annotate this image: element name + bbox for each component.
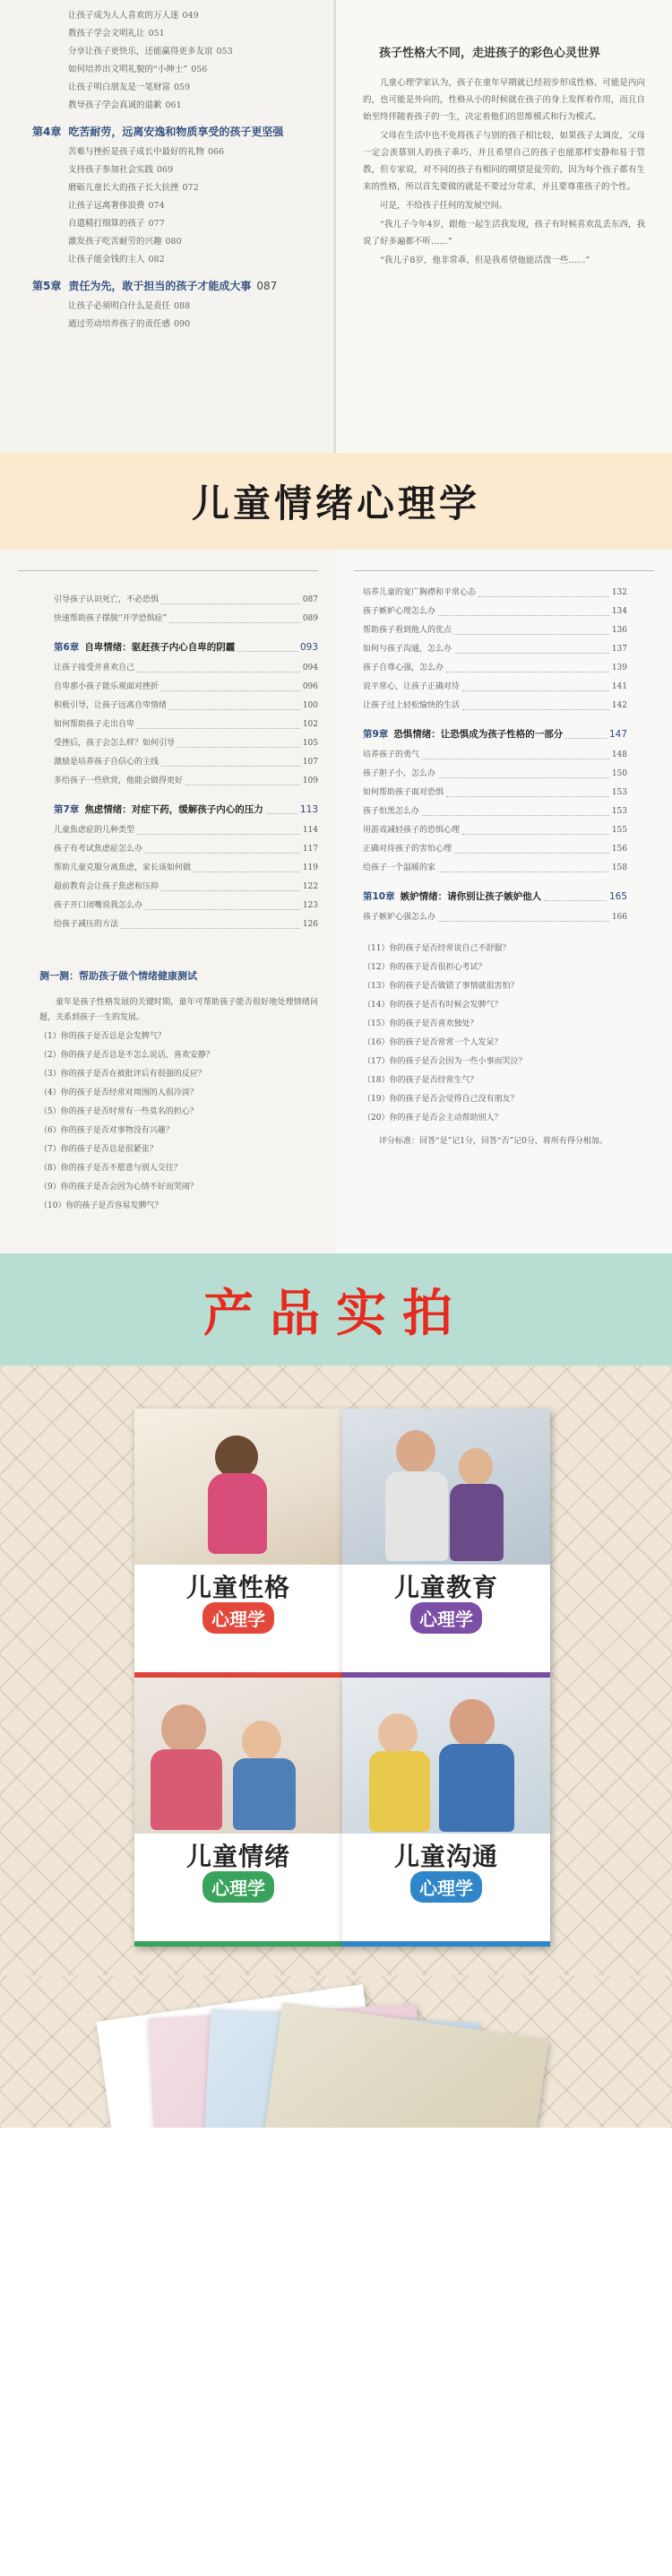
intro-paragraph: “我儿子今年4岁，跟他一起生活我发现，孩子有时候喜欢乱丢东西，我说了好多遍都不听……” xyxy=(363,220,645,247)
toc-item xyxy=(32,143,323,161)
question-item: （10）你的孩子是否容易发脾气？ xyxy=(39,1201,163,1210)
toc-item-page: 077 xyxy=(148,219,165,229)
chapter-page: 093 xyxy=(299,642,318,653)
toc-item-label: 如何培养出文明礼貌的“小绅士” xyxy=(68,65,188,74)
toc-item xyxy=(363,697,627,716)
dot-leader xyxy=(544,885,607,901)
toc-item xyxy=(32,215,323,233)
dot-leader xyxy=(454,640,609,654)
toc-item xyxy=(363,802,627,821)
toc-item xyxy=(54,697,318,716)
toc-item-page: 117 xyxy=(302,845,318,854)
toc-item-page: 056 xyxy=(191,65,208,74)
toc-list-top xyxy=(32,7,323,115)
book-cover-communication xyxy=(342,1678,550,1947)
toc-item xyxy=(363,908,627,927)
toc-item-page: 069 xyxy=(157,165,174,175)
toc2-chapter-10 xyxy=(363,885,627,908)
toc-item-page: 122 xyxy=(302,882,318,891)
toc-item-page: 134 xyxy=(611,607,627,616)
dot-leader xyxy=(137,659,300,672)
cover-strip xyxy=(134,1941,342,1947)
test-spread xyxy=(0,931,672,1253)
dot-leader xyxy=(145,840,300,854)
toc-item-label: 超前教育会让孩子焦虑和压抑 xyxy=(54,882,159,891)
dot-leader xyxy=(137,821,300,835)
toc-item xyxy=(32,25,323,43)
toc2-list-ch10 xyxy=(363,908,627,931)
toc-item xyxy=(363,621,627,640)
dot-leader xyxy=(177,734,300,748)
product-photos-banner xyxy=(0,1253,672,1366)
toc2-list-ch6 xyxy=(54,659,318,791)
toc-item-label: 孩子自尊心强，怎么办 xyxy=(363,664,444,672)
toc-item-label: 教孩子学会文明礼让 xyxy=(68,29,145,39)
toc-item-label: 儿童焦虑症的几种类型 xyxy=(54,826,135,835)
chapter-page: 113 xyxy=(299,804,318,815)
question-item: （19）你的孩子是否会觉得自己没有朋友？ xyxy=(363,1095,519,1104)
product-photo-2 xyxy=(0,1975,672,2128)
toc-item xyxy=(363,821,627,840)
toc-item-page: 136 xyxy=(611,626,627,635)
toc-item-page: 123 xyxy=(302,901,318,910)
question-list-left xyxy=(39,1028,318,1216)
dot-leader xyxy=(169,697,300,710)
question-list-right xyxy=(363,940,645,1128)
chapter-title: 责任为先，敢于担当的孩子才能成大事 xyxy=(68,280,252,292)
question-item: （9）你的孩子是否会因为心情不好而哭闹？ xyxy=(39,1183,198,1192)
question-item: （15）你的孩子是否喜欢独处？ xyxy=(363,1019,478,1028)
toc-item xyxy=(363,584,627,603)
toc-item-label: 给孩子一个温暖的家 xyxy=(363,863,436,872)
toc2-list-ch9 xyxy=(363,746,627,878)
toc-item-page: 166 xyxy=(611,913,627,922)
toc-item-page: 094 xyxy=(302,664,318,672)
book-subtitle: 心理学 xyxy=(410,1602,482,1634)
dot-leader xyxy=(462,821,609,835)
chapter-title: 焦虑情绪：对症下药，缓解孩子内心的压力 xyxy=(84,804,263,815)
toc-item xyxy=(32,161,323,179)
toc-item-page: 100 xyxy=(302,701,318,710)
toc-item-page: 155 xyxy=(611,826,627,835)
chapter-number: 第9章 xyxy=(363,729,389,740)
toc-chapter-5 xyxy=(32,274,323,298)
toc-item xyxy=(32,61,323,79)
question-item: （16）你的孩子是否常常一个人发呆？ xyxy=(363,1038,503,1047)
toc-item-label: 激励是培养孩子自信心的主线 xyxy=(54,758,159,767)
toc-item xyxy=(54,610,318,629)
dot-leader xyxy=(194,859,300,872)
toc-item-page: 148 xyxy=(611,750,627,759)
toc-item xyxy=(363,784,627,802)
banner-title: 产品实拍 xyxy=(203,1283,469,1343)
toc-item-label: 让孩子远离奢侈浪费 xyxy=(68,201,145,211)
cover-photo xyxy=(342,1409,550,1565)
toc-item-label: 教导孩子学会真诚的道歉 xyxy=(68,100,162,110)
book-subtitle: 心理学 xyxy=(202,1602,274,1634)
question-item: （6）你的孩子是否对事物没有兴趣？ xyxy=(39,1126,174,1135)
toc-item-page: 080 xyxy=(165,237,182,247)
dot-leader xyxy=(237,636,297,652)
dot-leader xyxy=(454,621,609,635)
product-photo-1 xyxy=(0,1366,672,1975)
toc-item-label: 激发孩子吃苦耐劳的兴趣 xyxy=(68,237,162,247)
toc-spread-1 xyxy=(0,0,672,453)
toc-item-page: 051 xyxy=(148,29,165,39)
toc-item-label: 如何帮助孩子走出自卑 xyxy=(54,720,135,729)
toc-item xyxy=(54,772,318,791)
toc-item-page: 089 xyxy=(302,614,318,623)
dot-leader xyxy=(161,878,300,891)
question-item: （17）你的孩子是否会因为一些小事而哭泣？ xyxy=(363,1057,527,1066)
fanned-book-4 xyxy=(258,2002,549,2128)
question-item: （7）你的孩子是否总是很紧张？ xyxy=(39,1145,158,1154)
dot-leader xyxy=(169,610,300,623)
toc-item xyxy=(363,678,627,697)
toc-item-label: 帮助孩子看到他人的优点 xyxy=(363,626,452,635)
toc-item-label: 孩子怕黑怎么办 xyxy=(363,807,420,816)
dot-leader xyxy=(438,765,609,778)
cover-photo xyxy=(342,1678,550,1834)
toc-item-label: 如何与孩子沟通，怎么办 xyxy=(363,645,452,654)
chapter-title: 吃苦耐劳，远离安逸和物质享受的孩子更坚强 xyxy=(68,126,284,138)
toc-item xyxy=(54,678,318,697)
toc-item xyxy=(54,716,318,734)
intro-paragraph: 儿童心理学家认为，孩子在童年早期就已经初步形成性格。可能是内向的，也可能是外向的，性格从小的时候就在孩子的身上发挥着作用，而且自始至终伴随着孩子的一生，决定着他们的思维模式和行为模式。 xyxy=(363,78,645,122)
test-intro: 童年是孩子性格发展的关键时期，童年可帮助孩子能否很好地处理情绪问题，关系到孩子一生的发展。 xyxy=(39,998,318,1022)
intro-paragraph: 父母在生活中也不免将孩子与别的孩子相比较，如果孩子太调皮，父母一定会羡慕别人的孩子乖巧，并且希望自己的孩子也能那样安静和易于管教，但专家说，对不同的孩子有相同的期望是徒劳的，因为每个孩子都有生来的性格，所以首先要做的就是不要过分苛求，并且要尊重孩子的个性。 xyxy=(363,131,645,192)
toc-item-page: 153 xyxy=(611,807,627,816)
toc-item-label: 孩子有考试焦虑症怎么办 xyxy=(54,845,143,854)
book-cover-education xyxy=(342,1409,550,1678)
banner-title: 儿童情绪心理学 xyxy=(191,481,480,525)
book-subtitle: 心理学 xyxy=(202,1871,274,1903)
toc-item-page: 082 xyxy=(148,255,165,265)
chapter-number: 第4章 xyxy=(32,126,62,138)
chapter-title: 自卑情绪：驱赶孩子内心自卑的阴霾 xyxy=(84,642,236,653)
toc-item-page: 119 xyxy=(302,863,318,872)
book-title: 儿童情绪 xyxy=(185,1842,290,1871)
toc2-list-top xyxy=(54,591,318,629)
toc-item-label: 支持孩子参加社会实践 xyxy=(68,165,154,175)
toc-item-page: 053 xyxy=(216,47,233,56)
toc-item-label: 让孩子能金钱的主人 xyxy=(68,255,145,265)
question-item: （14）你的孩子是否有时候会发脾气？ xyxy=(363,1001,503,1010)
toc-item-label: 受挫后，孩子会怎么样？如何引导 xyxy=(54,739,176,748)
section-title: 孩子性格大不同，走进孩子的彩色心灵世界 xyxy=(379,47,601,60)
book-subtitle: 心理学 xyxy=(410,1871,482,1903)
question-item: （1）你的孩子是否总是会发脾气？ xyxy=(39,1032,166,1041)
toc-item-label: 给孩子减压的方法 xyxy=(54,920,119,929)
toc-item-page: 096 xyxy=(302,682,318,691)
toc-item-page: 141 xyxy=(611,682,627,691)
dot-leader xyxy=(185,772,300,785)
dot-leader xyxy=(422,746,609,759)
intro-right-page xyxy=(336,0,672,453)
toc-item-page: 061 xyxy=(165,100,182,110)
dot-leader xyxy=(161,591,300,604)
test-left-page xyxy=(0,931,336,1253)
dot-leader xyxy=(438,908,609,922)
intro-paragraph: 可是，不给孩子任何的发展空间。 xyxy=(380,201,508,211)
toc-item xyxy=(54,734,318,753)
dot-leader xyxy=(446,659,609,672)
toc-item xyxy=(32,97,323,115)
toc-item xyxy=(32,179,323,197)
toc-item-label: 让孩子接受并喜欢自己 xyxy=(54,664,135,672)
toc-item xyxy=(363,859,627,878)
toc-item xyxy=(54,859,318,878)
toc-left-page xyxy=(0,0,336,453)
chapter-title: 恐惧情绪：让恐惧成为孩子性格的一部分 xyxy=(393,729,564,740)
book-title: 儿童沟通 xyxy=(393,1842,498,1871)
toc2-chapter-6 xyxy=(54,636,318,659)
test-right-page xyxy=(336,931,672,1253)
toc-item-label: 通过劳动培养孩子的责任感 xyxy=(68,319,171,329)
dot-leader xyxy=(478,584,609,597)
toc-item xyxy=(363,659,627,678)
chapter-number: 第10章 xyxy=(363,891,395,902)
chapter-page: 165 xyxy=(608,891,627,902)
toc-item-label: 孩子开口闭嘴说我怎么办 xyxy=(54,901,143,910)
toc2-chapter-9 xyxy=(363,723,627,746)
chapter-number: 第6章 xyxy=(54,642,80,653)
toc-item-page: 150 xyxy=(611,769,627,778)
toc-list-ch5 xyxy=(32,298,323,334)
question-item: （20）你的孩子是否会主动帮助别人？ xyxy=(363,1114,503,1123)
toc-item xyxy=(32,298,323,316)
page-header xyxy=(354,550,654,571)
book-title: 儿童教育 xyxy=(393,1573,498,1602)
toc-item xyxy=(32,7,323,25)
cover-photo xyxy=(134,1409,342,1565)
dot-leader xyxy=(121,915,300,929)
toc-item-label: 快速帮助孩子摆脱“开学恐惧症” xyxy=(54,614,168,623)
toc-item xyxy=(32,43,323,61)
dot-leader xyxy=(438,603,609,616)
intro-paragraphs xyxy=(363,74,645,269)
toc-item-label: 积极引导，让孩子远离自卑情绪 xyxy=(54,701,168,710)
dot-leader xyxy=(454,840,609,854)
toc-item-label: 自卑那小孩子能乐观面对挫折 xyxy=(54,682,159,691)
toc-item-page: 156 xyxy=(611,845,627,854)
test-title: 测一测：帮助孩子做个情绪健康测试 xyxy=(39,970,197,982)
toc-item-page: 137 xyxy=(611,645,627,654)
toc-item-page: 066 xyxy=(208,147,225,157)
toc-item-page: 109 xyxy=(302,776,318,785)
toc-item xyxy=(54,897,318,915)
toc-item xyxy=(363,640,627,659)
toc-item xyxy=(363,840,627,859)
dot-leader xyxy=(462,697,609,710)
toc-item xyxy=(32,316,323,334)
toc-item xyxy=(54,821,318,840)
toc-item-page: 126 xyxy=(302,920,318,929)
toc-item-page: 049 xyxy=(182,11,199,21)
chapter-number: 第7章 xyxy=(54,804,80,815)
toc-item-page: 088 xyxy=(174,301,191,311)
toc-item xyxy=(54,878,318,897)
toc-item-page: 105 xyxy=(302,739,318,748)
toc-item xyxy=(32,79,323,97)
toc-item-page: 090 xyxy=(174,319,191,329)
page-header xyxy=(18,550,318,571)
book-cover-emotion xyxy=(134,1678,342,1947)
toc-item xyxy=(363,603,627,621)
toc-item-label: 分享让孩子更快乐，还能赢得更多友谊 xyxy=(68,47,213,56)
toc-item-page: 072 xyxy=(182,183,199,193)
toc-item-label: 让孩子过上轻松愉快的生活 xyxy=(363,701,461,710)
toc2-right-page xyxy=(336,550,672,931)
toc-item-label: 孩子胆子小，怎么办 xyxy=(363,769,436,778)
toc-item xyxy=(54,915,318,931)
cover-photo xyxy=(134,1678,342,1834)
toc-item-page: 114 xyxy=(302,826,318,835)
toc-item-page: 107 xyxy=(302,758,318,767)
question-item: （8）你的孩子是否不愿意与别人交往？ xyxy=(39,1164,182,1173)
toc-item-page: 059 xyxy=(174,82,191,92)
toc-chapter-4 xyxy=(32,120,323,143)
dot-leader xyxy=(422,802,609,816)
question-item: （3）你的孩子是否在被批评后有很强的反应？ xyxy=(39,1070,206,1079)
toc-item-label: 引导孩子认识死亡，不必恐惧 xyxy=(54,595,159,604)
question-item: （2）你的孩子是否总是不怎么说话，喜欢安静？ xyxy=(39,1051,214,1060)
toc-item-label: 正确对待孩子的害怕心理 xyxy=(363,845,452,854)
toc-item-page: 074 xyxy=(148,201,165,211)
toc-item-label: 让孩子必须明白什么是责任 xyxy=(68,301,171,311)
toc-item xyxy=(54,591,318,610)
toc-item-label: 让孩子明白朋友是一笔财富 xyxy=(68,82,171,92)
toc-item-page: 153 xyxy=(611,788,627,797)
toc-spread-2 xyxy=(0,550,672,931)
toc-item-label: 如何帮助孩子面对恐惧 xyxy=(363,788,444,797)
toc-item xyxy=(54,659,318,678)
question-item: （4）你的孩子是否经常对周围的人很冷淡？ xyxy=(39,1089,198,1097)
toc-item xyxy=(32,251,323,269)
toc-item xyxy=(32,233,323,251)
dot-leader xyxy=(446,784,609,797)
toc-item-label: 孩子嫉妒心理怎么办 xyxy=(363,607,436,616)
cover-strip xyxy=(342,1941,550,1947)
dot-leader xyxy=(137,716,300,729)
toc-item-label: 帮助儿童克服分离焦虑，家长该如何做 xyxy=(54,863,192,872)
toc-item-label: 说平常心，让孩子正确对待 xyxy=(363,682,461,691)
question-item: （12）你的孩子是否很担心考试？ xyxy=(363,963,487,972)
chapter-title: 嫉妒情绪：请你别让孩子嫉妒他人 xyxy=(400,891,542,902)
toc2-left-page xyxy=(0,550,336,931)
toc-item xyxy=(363,746,627,765)
toc-item-label: 让孩子成为人人喜欢的万人迷 xyxy=(68,11,179,21)
intro-paragraph: “我儿子8岁，他非常乖，但是我希望他能活泼一些……” xyxy=(380,256,590,265)
dot-leader xyxy=(161,753,300,767)
toc2-list-ch7 xyxy=(54,821,318,931)
question-item: （11）你的孩子是否经常说自己不舒服？ xyxy=(363,944,511,953)
chapter-page: 147 xyxy=(608,729,627,740)
toc-item-page: 102 xyxy=(302,720,318,729)
toc-item-label: 孩子嫉妒心强怎么办 xyxy=(363,913,436,922)
toc2-chapter-7 xyxy=(54,798,318,821)
question-item: （5）你的孩子是否时常有一些莫名的担心？ xyxy=(39,1107,198,1116)
toc-item xyxy=(54,753,318,772)
dot-leader xyxy=(145,897,300,910)
dot-leader xyxy=(462,678,609,691)
toc-item-label: 自遣精打细算的孩子 xyxy=(68,219,145,229)
toc-item-page: 132 xyxy=(611,588,627,597)
toc-item xyxy=(54,840,318,859)
toc-item-label: 苦难与挫折是孩子成长中最好的礼物 xyxy=(68,147,205,157)
toc2-list-right-top xyxy=(363,584,627,716)
question-item: （13）你的孩子是否做错了事情就很害怕？ xyxy=(363,982,519,991)
dot-leader xyxy=(266,798,297,814)
toc-item-label: 多给孩子一些欣赏，他能会做得更好 xyxy=(54,776,184,785)
dot-leader xyxy=(438,859,609,872)
chapter-number: 第5章 xyxy=(32,280,62,292)
question-item: （18）你的孩子是否经常生气？ xyxy=(363,1076,478,1085)
toc-item-page: 158 xyxy=(611,863,627,872)
toc-item-label: 培养孩子的勇气 xyxy=(363,750,420,759)
book-cover-character xyxy=(134,1409,342,1678)
toc-item-label: 培养儿童的宽广胸襟和平常心态 xyxy=(363,588,477,597)
dot-leader xyxy=(161,678,300,691)
toc-item-page: 142 xyxy=(611,701,627,710)
dot-leader xyxy=(565,723,607,739)
toc-item xyxy=(363,765,627,784)
test-scoring: 评分标准：回答“是”记1分，回答“否”记0分，将所有得分相加。 xyxy=(379,1137,607,1146)
book-title: 儿童性格 xyxy=(185,1573,290,1602)
chapter-page: 087 xyxy=(256,280,278,292)
toc-item-label: 用游戏减轻孩子的恐惧心理 xyxy=(363,826,461,835)
toc-item-page: 139 xyxy=(611,664,627,672)
toc-item-page: 087 xyxy=(302,595,318,604)
toc-list-ch4 xyxy=(32,143,323,269)
toc-item-label: 磨砺儿童长大的孩子长大抗挫 xyxy=(68,183,179,193)
book-title-banner xyxy=(0,453,672,550)
toc-item xyxy=(32,197,323,215)
